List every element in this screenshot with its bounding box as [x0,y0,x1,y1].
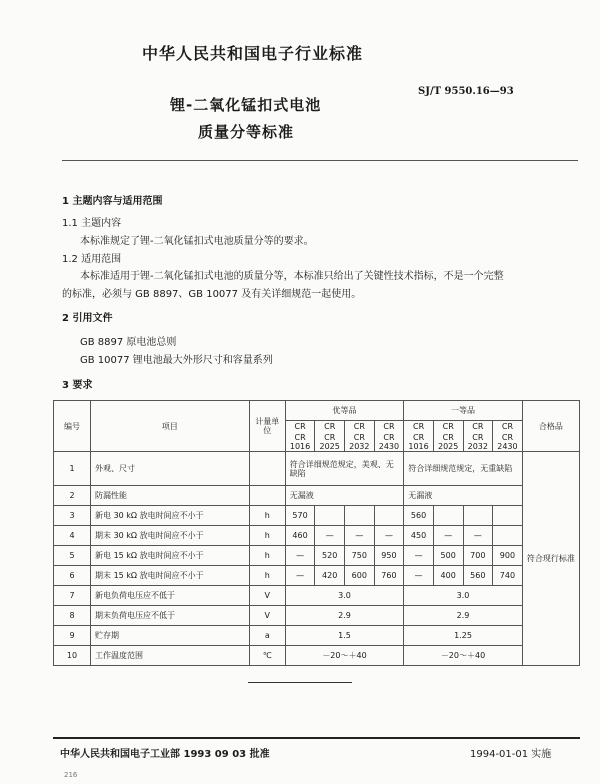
row-unit: ℃ [249,646,285,666]
superior-value: －20～＋40 [285,646,404,666]
first-value: 3.0 [404,586,523,606]
row-item: 期末负荷电压应不低于 [91,606,250,626]
value-cell: — [285,546,315,566]
value-cell: 740 [493,566,523,586]
value-cell: 460 [285,526,315,546]
title-divider [62,160,578,161]
value-cell: 400 [433,566,463,586]
row-number: 5 [54,546,91,566]
header-number: 编号 [54,401,91,452]
row-unit: h [249,506,285,526]
value-cell [493,526,523,546]
row-number: 2 [54,486,91,506]
superior-value: 1.5 [285,626,404,646]
value-cell: — [404,566,434,586]
row-number: 7 [54,586,91,606]
value-cell: 560 [404,506,434,526]
section-1-1-body: 本标准规定了锂-二氧化锰扣式电池质量分等的要求。 [80,236,314,247]
row-item: 新电负荷电压应不低于 [91,586,250,606]
model-cell: CR 2025 [315,433,345,452]
value-cell [345,506,375,526]
row-item: 期末 15 kΩ 放电时间应不小于 [91,566,250,586]
value-cell: 950 [374,546,404,566]
requirements-table: 编号 项目 计量单位 优等品 一等品 合格品 CR CR CR CR CR CR CR CR CR 1016 CR 2025 CR 2032 CR 2430 CR 1016 CR 2025 CR 2032 CR 2430 1 外观、尺寸 符合详细规范规定，美观、无缺陷 符合详细规范规定，无重缺陷 符合现行标准 2 防漏性能 无漏液 无漏液 3 新电 30 kΩ 放电时间应不小于 h 570 560 4 期末 30 kΩ 放电时间应不小于 h 460 — — — 450 — — 5 新电 15 kΩ 放电时间应不小于 h — 520 750 950 — 500 700 900 6 期末 15 kΩ 放电时间应不小于 h — 420 600 760 — 400 560 740 7 新电负荷电压应不低于 V 3.0 3.0 8 期末负荷电压应不低于 V 2.9 2.9 9 贮存期 a 1.5 1.25 10 工作温度范围 ℃ －20～＋40 －20～＋40 [53,400,580,666]
row-item: 外观、尺寸 [91,452,250,486]
row-item: 新电 30 kΩ 放电时间应不小于 [91,506,250,526]
model-cell: CR 2430 [374,433,404,452]
value-cell [463,506,493,526]
standard-category-title: 中华人民共和国电子行业标准 [142,44,364,63]
value-cell: 520 [315,546,345,566]
row-number: 4 [54,526,91,546]
section-1-2-body-line1: 本标准适用于锂-二氧化锰扣式电池的质量分等，本标准只给出了关键性技术指标，不是一个完整 [80,271,504,282]
row-unit: V [249,606,285,626]
superior-value: 符合详细规范规定，美观、无缺陷 [285,452,404,486]
model-cell: CR 2025 [433,433,463,452]
value-cell: 900 [493,546,523,566]
effective-date: 1994-01-01 实施 [470,749,552,760]
value-cell: 700 [463,546,493,566]
superior-value: 3.0 [285,586,404,606]
superior-value: 无漏液 [285,486,404,506]
value-cell: 500 [433,546,463,566]
row-number: 10 [54,646,91,666]
row-unit: V [249,586,285,606]
doc-title-line2: 质量分等标准 [198,123,295,141]
row-unit: h [249,566,285,586]
section-1-heading: 1 主题内容与适用范围 [62,196,163,207]
model-cell: CR 1016 [404,433,434,452]
value-cell: 420 [315,566,345,586]
row-item: 贮存期 [91,626,250,646]
section-3-heading: 3 要求 [62,380,93,391]
model-cell: CR 2032 [345,433,375,452]
row-number: 8 [54,606,91,626]
header-unit: 计量单位 [249,401,285,452]
row-item: 新电 15 kΩ 放电时间应不小于 [91,546,250,566]
value-cell: — [404,546,434,566]
superior-value: 2.9 [285,606,404,626]
row-unit: a [249,626,285,646]
header-superior-grade: 优等品 [285,401,404,421]
first-value: 符合详细规范规定，无重缺陷 [404,452,523,486]
first-value: 无漏液 [404,486,523,506]
section-1-2-heading: 1.2 适用范围 [62,254,122,265]
page-number: 216 [64,771,78,779]
value-cell: 750 [345,546,375,566]
row-unit: h [249,546,285,566]
row-number: 6 [54,566,91,586]
row-item: 工作温度范围 [91,646,250,666]
value-cell: 450 [404,526,434,546]
value-cell: — [315,526,345,546]
header-first-grade: 一等品 [404,401,523,421]
reference-gb10077: GB 10077 锂电池最大外形尺寸和容量系列 [80,355,273,366]
row-number: 1 [54,452,91,486]
value-cell [374,506,404,526]
value-cell: — [433,526,463,546]
row-number: 3 [54,506,91,526]
value-cell [433,506,463,526]
first-value: －20～＋40 [404,646,523,666]
end-of-text-divider [248,682,352,683]
row-number: 9 [54,626,91,646]
value-cell: — [463,526,493,546]
value-cell: 560 [463,566,493,586]
model-cell: CR 2430 [493,433,523,452]
footer-divider [53,737,580,739]
model-cell: CR 1016 [285,433,315,452]
value-cell: — [285,566,315,586]
reference-gb8897: GB 8897 原电池总则 [80,337,177,348]
section-1-1-heading: 1.1 主题内容 [62,218,122,229]
model-cell: CR 2032 [463,433,493,452]
first-value: 1.25 [404,626,523,646]
doc-title-line1: 锂-二氧化锰扣式电池 [170,96,322,114]
value-cell [315,506,345,526]
row-item: 期末 30 kΩ 放电时间应不小于 [91,526,250,546]
first-value: 2.9 [404,606,523,626]
row-unit: h [249,526,285,546]
value-cell: 600 [345,566,375,586]
header-item: 项目 [91,401,250,452]
section-1-2-body-line2: 的标准，必须与 GB 8897、GB 10077 及有关详细规范一起使用。 [62,289,362,300]
value-cell: — [374,526,404,546]
row-item: 防漏性能 [91,486,250,506]
section-2-heading: 2 引用文件 [62,313,113,324]
value-cell: — [345,526,375,546]
value-cell: 570 [285,506,315,526]
value-cell: 760 [374,566,404,586]
approval-line: 中华人民共和国电子工业部 1993 09 03 批准 [60,749,270,760]
standard-number: SJ/T 9550.16—93 [418,86,514,97]
header-qualified-grade: 合格品 [522,401,579,452]
qualified-note: 符合现行标准 [522,452,579,666]
value-cell [493,506,523,526]
